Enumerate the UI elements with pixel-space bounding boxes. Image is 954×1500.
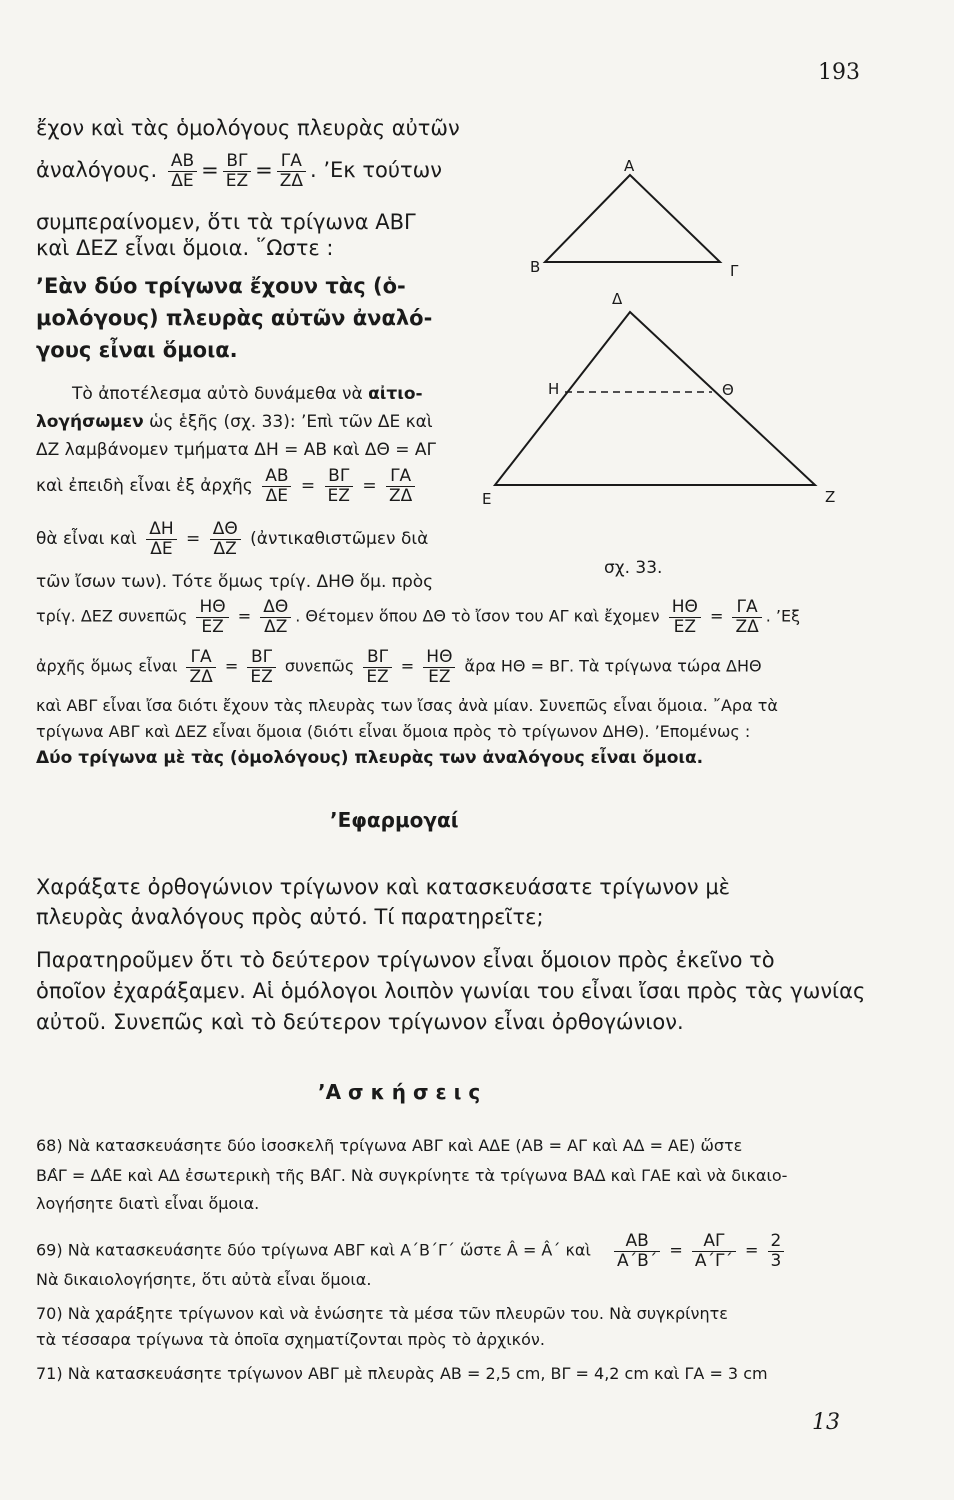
label-Th: Θ <box>722 381 734 399</box>
p2-line-4: καὶ ἐπειδὴ εἶναι ἐξ ἀρχῆς $\frac{AB}{\Delta E}$ = $\frac{B\Gamma}{EZ}$ = $\frac{\Gamma A}{Z\Delta}$ <box>36 467 419 505</box>
p2-line-9: καὶ ΑΒΓ εἶναι ἴσα διότι ἔχουν τὰς πλευρὰς των ἴσας ἀνὰ μίαν. Συνεπῶς εἶναι ὅμοια. ῎Αρα τὰ <box>36 696 778 715</box>
p2-line-11: Δύο τρίγωνα μὲ τὰς (ὁμολόγους) πλευρὰς των ἀναλόγους εἶναι ὅμοια. <box>36 748 704 768</box>
triangle-abg <box>545 175 720 262</box>
app-line-4: ὁποῖον ἐχαράξαμεν. Αἱ ὁμόλογοι λοιπὸν γωνίαι του εἶναι ἴσαι πρὸς τὰς γωνίας <box>36 979 866 1003</box>
p1-line-3: συμπεραίνομεν, ὅτι τὰ τρίγωνα ΑΒΓ <box>36 210 416 234</box>
p2-line-7: τρίγ. ΔΕΖ συνεπῶς $\frac{H\Theta}{EZ}$ = $\frac{\Delta\Theta}{\Delta Z}$ . Θέτομεν ὅπου ΔΘ τὸ ἴσον του ΑΓ καὶ ἔχομεν $\frac{H\Theta}{EZ}$ = $\frac{\Gamma A}{Z\Delta}$ . ’Εξ <box>36 597 801 637</box>
label-A: Α <box>624 157 635 175</box>
p2-line-10: τρίγωνα ΑΒΓ καὶ ΔΕΖ εἶναι ὅμοια (διότι εἶναι ὅμοια πρὸς τὸ τρίγωνον ΔΗΘ). ’Επομένως : <box>36 722 751 741</box>
p2-line-5: θὰ εἶναι καὶ $\frac{\Delta H}{\Delta E}$ = $\frac{\Delta\Theta}{\Delta Z}$ (ἀντικαθιστῶμεν διὰ <box>36 519 429 559</box>
triangle-dez <box>495 312 815 485</box>
signature-mark: 13 <box>812 1410 840 1435</box>
label-Z: Ζ <box>825 488 836 506</box>
page-number: 193 <box>818 60 860 85</box>
label-G: Γ <box>730 262 739 280</box>
label-E: Ε <box>482 490 492 508</box>
heading-exercises: ’Α σ κ ή σ ε ι ς <box>318 1080 481 1104</box>
p2-line-1: Τὸ ἀποτέλεσμα αὐτὸ δυνάμεθα νὰ αἰτιο- <box>72 384 423 404</box>
p2-line-3: ΔΖ λαμβάνομεν τμήματα ΔΗ = ΑΒ καὶ ΔΘ = ΑΓ <box>36 440 437 460</box>
exercise-68-line-1: 68) Νὰ κατασκευάσητε δύο ἰσοσκελῆ τρίγωνα ΑΒΓ καὶ ΑΔΕ (ΑΒ = ΑΓ καὶ ΑΔ = ΑΕ) ὥστε <box>36 1136 743 1155</box>
p1-line-1: ἔχον καὶ τὰς ὁμολόγους πλευρὰς αὐτῶν <box>36 116 460 140</box>
exercise-70-line-2: τὰ τέσσαρα τρίγωνα τὰ ὁποῖα σχηματίζονται πρὸς τὸ ἀρχικόν. <box>36 1330 545 1349</box>
p1-rule-line-5: ’Εὰν δύο τρίγωνα ἔχουν τὰς (ὁ- <box>36 274 406 298</box>
fraction: $\frac{AB}{\Delta E}$ <box>168 152 197 190</box>
heading-applications: ’Εφαρμογαί <box>330 808 459 832</box>
p1-rule-line-7: γους εἶναι ὅμοια. <box>36 338 238 362</box>
exercise-68-line-2: ΒΑ̂Γ = ΔΑ̂Ε καὶ ΑΔ ἐσωτερικὴ τῆς ΒΑ̂Γ. Νὰ συγκρίνητε τὰ τρίγωνα ΒΑΔ καὶ ΓΑΕ καὶ νὰ δικαιο- <box>36 1166 788 1185</box>
exercise-68-line-3: λογήσητε διατὶ εἶναι ὅμοια. <box>36 1194 260 1213</box>
p1-rule-line-6: μολόγους) πλευρὰς αὐτῶν ἀναλό- <box>36 306 433 330</box>
fraction: $\frac{\Gamma A}{Z\Delta}$ <box>277 152 306 190</box>
exercise-69-line-2: Νὰ δικαιολογήσητε, ὅτι αὐτὰ εἶναι ὅμοια. <box>36 1270 372 1289</box>
exercise-70-line-1: 70) Νὰ χαράξητε τρίγωνον καὶ νὰ ἑνώσητε τὰ μέσα τῶν πλευρῶν του. Νὰ συγκρίνητε <box>36 1304 728 1323</box>
exercise-69-line-1: 69) Νὰ κατασκευάσητε δύο τρίγωνα ΑΒΓ καὶ Α΄Β΄Γ΄ ὥστε Â = Â΄ καὶ $\frac{AB}{A΄B΄}$ = $\frac{A\Gamma}{A΄\Gamma΄}$ = $\frac{2}{3}$ <box>36 1232 788 1270</box>
fraction: $\frac{B\Gamma}{EZ}$ <box>223 152 251 190</box>
label-D: Δ <box>612 290 623 308</box>
p2-line-2: λογήσωμεν ὡς ἑξῆς (σχ. 33): ’Επὶ τῶν ΔΕ καὶ <box>36 412 433 432</box>
p2-line-6: τῶν ἴσων των). Τότε ὅμως τρίγ. ΔΗΘ ὅμ. πρὸς <box>36 572 434 592</box>
p1-line-2: ἀναλόγους. $\frac{AB}{\Delta E}$ = $\frac{B\Gamma}{EZ}$ = $\frac{\Gamma A}{Z\Delta}$ . ’Εκ τούτων <box>36 151 442 191</box>
p1-line-4: καὶ ΔΕΖ εἶναι ὅμοια. ῞Ωστε : <box>36 236 334 260</box>
label-H: Η <box>548 380 560 398</box>
label-B: Β <box>530 258 541 276</box>
p2-line-8: ἀρχῆς ὅμως εἶναι $\frac{\Gamma A}{Z\Delta}$ = $\frac{B\Gamma}{EZ}$ συνεπῶς $\frac{B\Gamma}{EZ}$ = $\frac{H\Theta}{EZ}$ ἄρα ΗΘ = ΒΓ. Τὰ τρίγωνα τώρα ΔΗΘ <box>36 647 762 687</box>
app-line-2: πλευρὰς ἀναλόγους πρὸς αὐτό. Τί παρατηρεῖτε; <box>36 905 544 929</box>
app-line-5: αὐτοῦ. Συνεπῶς καὶ τὸ δεύτερον τρίγωνον εἶναι ὀρθογώνιον. <box>36 1010 684 1034</box>
figure-caption: σχ. 33. <box>604 558 663 578</box>
exercise-71-line-1: 71) Νὰ κατασκευάσητε τρίγωνον ΑΒΓ μὲ πλευρὰς ΑΒ = 2,5 cm, ΒΓ = 4,2 cm καὶ ΓΑ = 3 cm <box>36 1364 768 1383</box>
app-line-1: Χαράξατε ὀρθογώνιον τρίγωνον καὶ κατασκευάσατε τρίγωνον μὲ <box>36 875 731 899</box>
app-line-3: Παρατηροῦμεν ὅτι τὸ δεύτερον τρίγωνον εἶναι ὅμοιον πρὸς ἐκεῖνο τὸ <box>36 948 775 972</box>
